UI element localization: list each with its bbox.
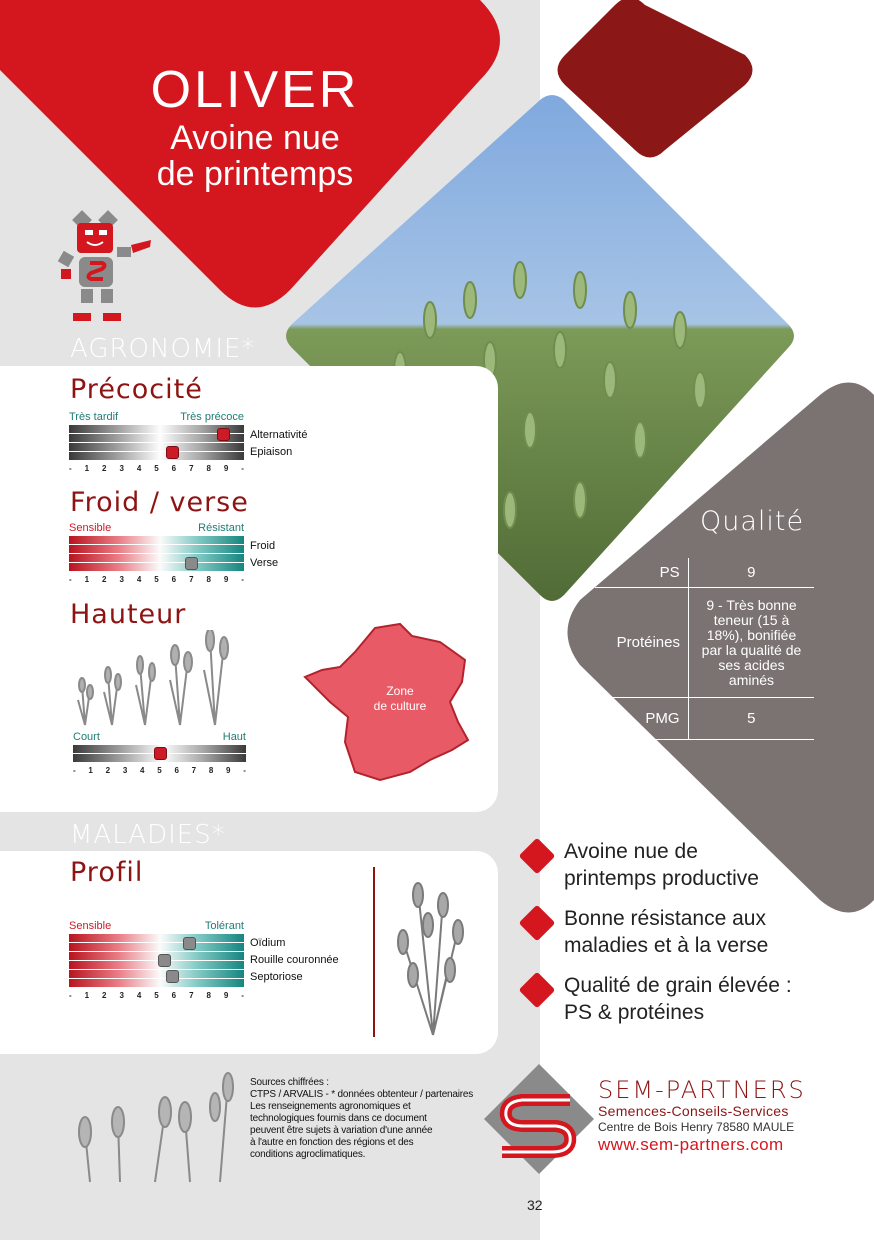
froid-verse-title: Froid / verse	[70, 487, 249, 518]
zone-culture-label: Zone de culture	[373, 684, 427, 713]
profil-track-2	[69, 943, 244, 951]
qualite-row-ps: PS 9	[595, 558, 814, 588]
hauteur-marker	[154, 747, 167, 760]
profil-divider	[373, 867, 375, 1037]
oidium-label: Oïdium	[250, 937, 286, 949]
epiaison-marker	[166, 446, 179, 459]
mascot-robot-icon	[55, 205, 155, 325]
froid-left-label: Sensible	[69, 522, 112, 534]
variety-name: OLIVER	[150, 61, 360, 119]
profil-track-6	[69, 979, 244, 987]
qualite-row-pmg: PMG 5	[595, 698, 814, 740]
bullet-list	[518, 838, 818, 1026]
red-diamond-bullet-icon	[519, 972, 556, 1009]
alternativite-marker	[217, 428, 230, 441]
agronomie-section-label: AGRONOMIE*	[70, 334, 256, 364]
rouille-label: Rouille couronnée	[250, 954, 339, 966]
epiaison-label: Epiaison	[250, 446, 293, 458]
profil-right-label: Tolérant	[204, 920, 244, 932]
hauteur-right-label: Haut	[222, 731, 246, 743]
bullet-item: Qualité de grain élevée : PS & protéines	[518, 972, 818, 1026]
sources-block: Sources chiffrées : CTPS / ARVALIS - * données obtenteur / partenaires Les renseignements agronomiques et technologiques fournis dans ce document peuvent être sujets à variation d'une année à l'autre en fonction des régions et des conditions agroclimatiques.	[250, 1077, 474, 1160]
company-website[interactable]: www.sem-partners.com	[598, 1135, 784, 1154]
wheat-bundle-icon	[70, 1072, 245, 1187]
hauteur-ticks: - 1 2 3 4 5 6 7 8 9 -	[73, 766, 246, 775]
profil-left-label: Sensible	[69, 920, 112, 932]
froid-label: Froid	[250, 540, 276, 552]
subtitle-line-2: de printemps	[156, 155, 354, 193]
rouille-marker	[158, 954, 171, 967]
froid-track-2	[69, 545, 244, 553]
profil-ticks: - 1 2 3 4 5 6 7 8 9 -	[69, 991, 244, 1000]
oidium-marker	[183, 937, 196, 950]
hauteur-title: Hauteur	[70, 599, 187, 630]
qualite-row-proteines: Protéines 9 - Très bonne teneur (15 à 18%), bonifiée par la qualité de ses acides aminés	[595, 588, 814, 698]
froid-track-4	[69, 563, 244, 571]
froid-ticks: - 1 2 3 4 5 6 7 8 9 -	[69, 575, 244, 584]
septoriose-marker	[166, 970, 179, 983]
profil-scale	[69, 920, 244, 1000]
red-diamond-bullet-icon	[519, 905, 556, 942]
precocite-scale	[69, 411, 244, 473]
profil-track-1	[69, 934, 244, 942]
septoriose-label: Septoriose	[250, 971, 303, 983]
company-name: SEM-PARTNERS	[598, 1076, 806, 1104]
froid-right-label: Résistant	[198, 522, 244, 534]
precocite-track-3	[69, 443, 244, 451]
page-number: 32	[527, 1197, 543, 1213]
precocite-track-4	[69, 452, 244, 460]
precocite-right-label: Très précoce	[180, 411, 244, 423]
verse-marker	[185, 557, 198, 570]
profil-track-3	[69, 952, 244, 960]
plant-height-icons	[70, 630, 240, 730]
froid-verse-scale	[69, 522, 244, 584]
alternativite-label: Alternativité	[250, 429, 308, 441]
oat-plant-icon	[388, 870, 478, 1038]
precocite-ticks: - 1 2 3 4 5 6 7 8 9 -	[69, 464, 244, 473]
precocite-title: Précocité	[70, 374, 203, 405]
bullet-item: Bonne résistance aux maladies et à la verse	[518, 905, 818, 959]
maladies-section-label: MALADIES*	[70, 820, 226, 850]
sem-partners-logo-icon	[482, 1062, 597, 1177]
hauteur-left-label: Court	[73, 731, 100, 743]
qualite-table	[595, 558, 814, 740]
profil-track-4	[69, 961, 244, 969]
company-tagline: Semences-Conseils-Services	[598, 1103, 789, 1119]
subtitle-line-1: Avoine nue	[170, 119, 340, 157]
bullet-item: Avoine nue de printemps productive	[518, 838, 818, 892]
profil-track-5	[69, 970, 244, 978]
precocite-left-label: Très tardif	[69, 411, 119, 423]
froid-track-3	[69, 554, 244, 562]
verse-label: Verse	[250, 557, 279, 569]
red-diamond-bullet-icon	[519, 838, 556, 875]
qualite-title: Qualité	[700, 506, 805, 537]
company-address: Centre de Bois Henry 78580 MAULE	[598, 1120, 795, 1134]
profil-title: Profil	[70, 857, 144, 888]
froid-track-1	[69, 536, 244, 544]
